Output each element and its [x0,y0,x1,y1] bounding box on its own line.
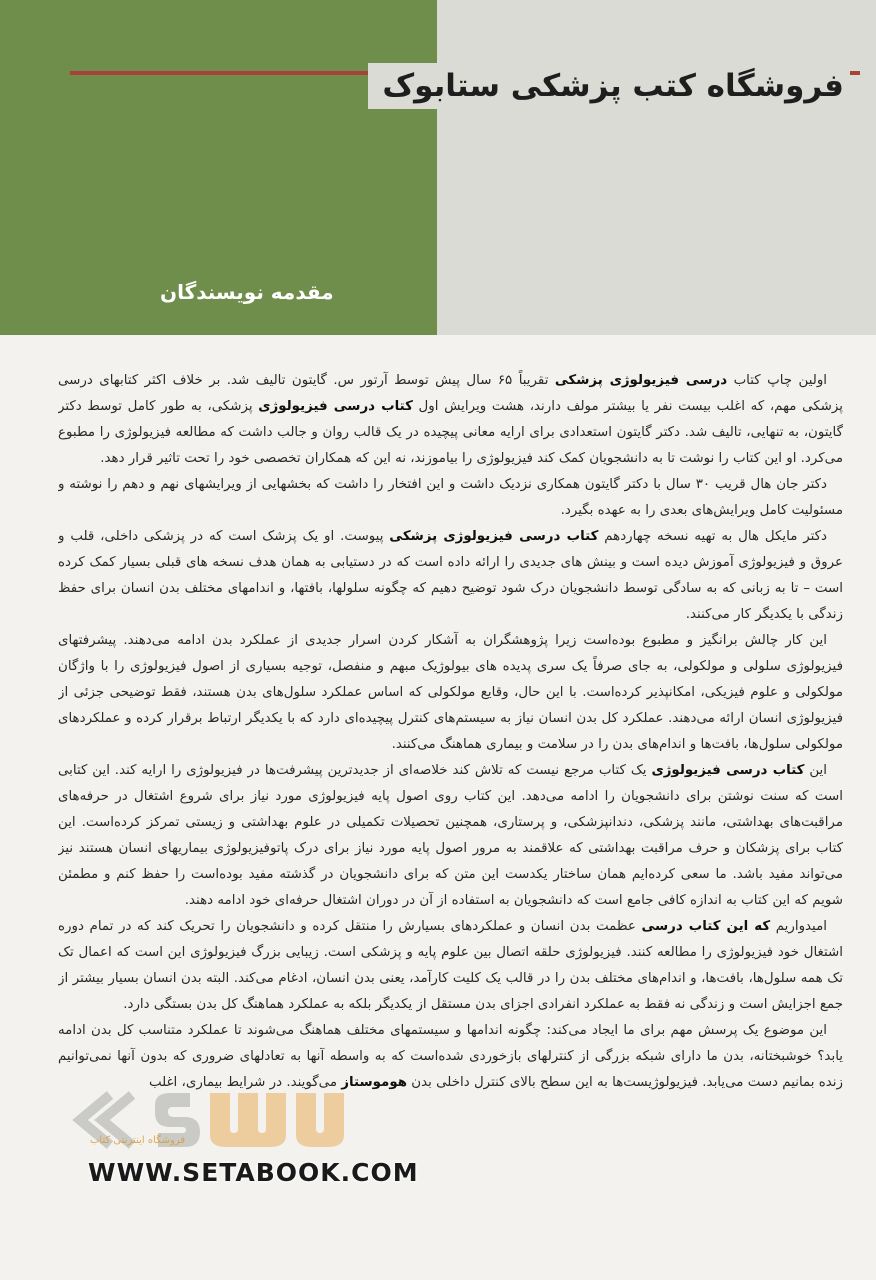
bold-term: هوموستاز [341,1075,408,1090]
watermark-url: WWW.SETABOOK.COM [88,1158,419,1187]
paragraph-5: این کتاب درسی فیزیولوژی یک کتاب مرجع نیست که تلاش کند خلاصه‌ای از جدیدترین پیشرفت‌ها در فیزیولوژی را ارایه کند. این کتابی است که سنت نوشتن برای دانشجویان را ادامه می‌دهد. این کتاب روی اصول پایه فیزیولوژی مورد نیاز برای شروع اشتغال در حرفه‌های مراقبت‌های بهداشتی، مانند پزشکی، دندانپزشکی، و پرستاری، همچنین تحصیلات تکمیلی در علوم بهداشتی و زیستی تمرکز کرده‌است. این کتاب برای پزشکان و حرف مراقبت بهداشتی که علاقمند به مرور اصول پایه مورد نیاز برای درک پاتوفیزیولوژی بیماریهای انسان هستند نیز می‌تواند مفید باشد. ما سعی کرده‌ایم همان ساختار یکدست این متن که برای دانشجویان در گذشته مفید بوده‌است را حفظ کنم و مطمئن شویم که این کتاب به اندازه کافی جامع است که دانشجویان به استفاده از آن در دوران اشتغال حرفه‌ای خود ادامه دهند. [58,763,843,908]
bold-book-title: کتاب درسی فیزیولوژی [258,399,413,414]
watermark-subtitle: فروشگاه اینترنتی کتاب [90,1135,186,1146]
header-gray-panel [437,0,876,335]
bold-book-title: درسی فیزیولوژی پزشکی [554,373,728,388]
section-title: مقدمه نویسندگان [160,280,334,304]
paragraph-2: دکتر جان هال قریب ۳۰ سال با دکتر گایتون همکاری نزدیک داشت و این افتخار را داشت که بخشهایی از ویرایشهای نهم و دهم را نوشته و مسئولیت کامل ویرایش‌های بعدی را به عهده بگیرد. [58,477,843,518]
paragraph-4: این کار چالش برانگیز و مطبوع بوده‌است زیرا پژوهشگران به آشکار کردن اسرار جدیدی از عملکرد بدن ادامه می‌دهند. پیشرفتهای فیزیولوژی سلولی و مولکولی، به جای صرفاً یک سری پدیده های بیولوژیک مبهم و منفصل، توجیه بسیاری از اصول فیزیولوژی را با واژگان مولکولی و علوم فیزیکی، امکانپذیر کرده‌است. با این حال، وقایع مولکولی که اساس عملکرد سلول‌های بدن هستند، فقط توضیحی جزئی از فیزیولوژی انسان ارائه می‌دهند. عملکرد کل بدن انسان نیاز به سیستم‌های کنترل پیچیده‌ای دارد که با یکدیگر ارتباط برقرار کرده و عملکردهای مولکولی سلول‌ها، بافت‌ها و اندام‌های بدن را در سلامت و بیماری هماهنگ می‌کنند. [58,633,843,752]
store-title: فروشگاه کتب پزشکی ستابوک [368,63,850,109]
bold-book-title: کتاب درسی فیزیولوژی [651,763,805,778]
bold-book-title: کتاب درسی فیزیولوژی پزشکی [389,529,599,544]
paragraph-7: این موضوع یک پرسش مهم برای ما ایجاد می‌کند: چگونه اندامها و سیستمهای مختلف هماهنگ می‌شوند تا عملکرد متناسب کل بدن ادامه یابد؟ خوشبختانه، بدن ما دارای شبکه بزرگی از کنترلهای بازخوردی شده‌است که به واسطه آنها به تعادلهای ضروری که بدون آنها نمی‌توانیم زنده بمانیم دست می‌یابد. فیزیولوژیست‌ها به این سطح بالای کنترل داخلی بدن هوموستاز می‌گویند. در شرایط بیماری، اغلب [58,1023,843,1090]
paragraph-1: اولین چاپ کتاب درسی فیزیولوژی پزشکی تقریباً ۶۵ سال پیش توسط آرتور س. گایتون تالیف شد. بر خلاف اکثر کتابهای درسی پزشکی مهم، که اغلب بیست نفر یا بیشتر مولف دارند، هشت ویرایش اول کتاب درسی فیزیولوژی پزشکی، به طور کامل توسط دکتر گایتون، به تنهایی، تالیف شد. دکتر گایتون استعدادی برای ارایه معانی پیچیده در یک قالب روان و جالب داشت که مطالعه فیزیولوژی را مطبوع می‌کرد. او این کتاب را نوشت تا به دانشجویان کمک کند فیزیولوژی را بیاموزند، نه این که همکاران تخصصی خود را تحت تاثیر قرار دهد. [58,373,843,466]
paragraph-6: امیدواریم که این کتاب درسی عظمت بدن انسان و عملکردهای بسیارش را منتقل کرده و دانشجویان را تحریک کند که در تمام دوره اشتغال خود فیزیولوژی را مطالعه کنند. فیزیولوژی حلقه اتصال بین علوم پایه و پزشکی است. زیبایی بزرگ فیزیولوژی این است که اعمال تک تک همه سلول‌ها، بافت‌ها، و اندام‌های مختلف بدن را در قالب یک کلیت کارآمد، یعنی بدن انسان، ادغام می‌کند. البته بدن انسان بسیار بیشتر از جمع اجزایش است و زندگی نه فقط به عملکرد انفرادی اجزای بدن مستقل از یکدیگر بلکه به عملکرد هماهنگ کل بدن بستگی دارد. [58,919,843,1012]
bold-phrase: که این کتاب درسی [641,919,771,934]
paragraph-3: دکتر مایکل هال به تهیه نسخه چهاردهم کتاب درسی فیزیولوژی پزشکی پیوست. او یک پزشک است که در پزشکی داخلی، قلب و عروق و فیزیولوژی آموزش دیده است و بینش های جدیدی را ارائه داده است که در دستیابی به همان هدف نسخه های قبلی بسیار کمک کرده است – تا به زبانی که به سادگی توسط دانشجویان درک شود توضیح دهیم که چگونه سلولها، بافتها، و اندامهای مختلف بدن انسان برای حفظ زندگی با یکدیگر کار می‌کنند. [58,529,843,622]
